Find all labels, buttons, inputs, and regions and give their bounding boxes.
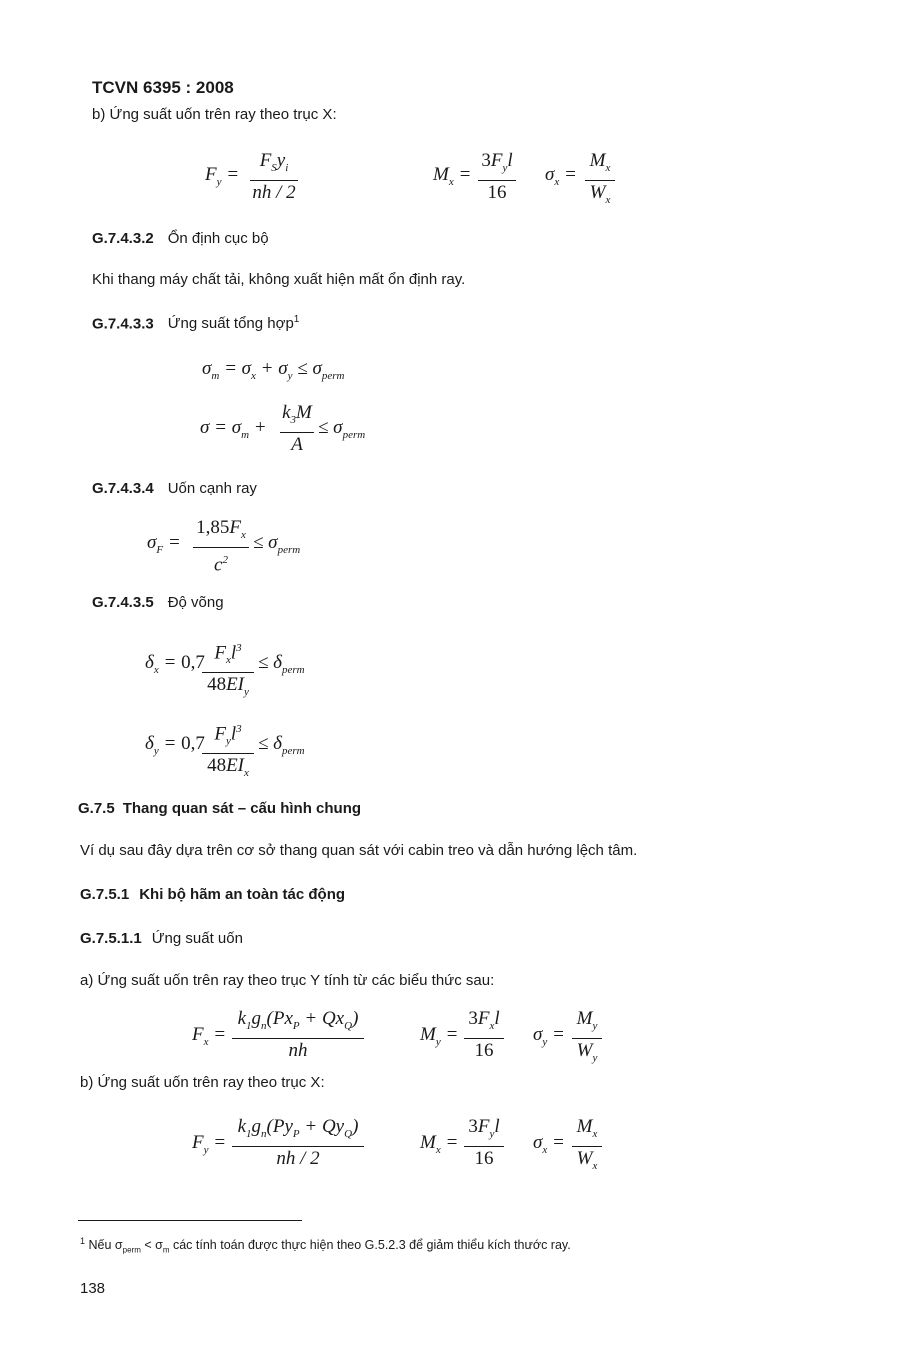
example-text: Ví dụ sau đây dựa trên cơ sở thang quan sát với cabin treo và dẫn hướng lệch tâm. <box>80 842 638 859</box>
footnote <box>80 1236 571 1255</box>
section-g7511 <box>80 930 243 948</box>
section-number: G.7.5 <box>78 800 115 817</box>
item-a: a) Ứng suất uốn trên ray theo trục Y tính từ các biểu thức sau: <box>80 972 495 989</box>
section-number: G.7.5.1.1 <box>80 930 142 947</box>
item-b-bottom: b) Ứng suất uốn trên ray theo trục X: <box>80 1074 325 1091</box>
section-g751 <box>80 886 345 904</box>
footnote-number: 1 <box>80 1236 86 1246</box>
section-number: G.7.4.3.2 <box>92 230 154 247</box>
page-number: 138 <box>80 1280 106 1297</box>
footnote-pre: Nếu σ <box>88 1238 123 1253</box>
footnote-separator <box>78 1220 302 1221</box>
section-g75 <box>78 800 361 818</box>
section-g74335 <box>92 594 224 612</box>
stability-text: Khi thang máy chất tải, không xuất hiện mất ổn định ray. <box>92 271 466 288</box>
section-number: G.7.5.1 <box>80 886 130 903</box>
footnote-sub-perm: perm <box>122 1245 141 1255</box>
section-number: G.7.4.3.5 <box>92 594 154 611</box>
document-code: TCVN 6395 : 2008 <box>92 78 234 97</box>
footnote-text: các tính toán được thực hiện theo G.5.2.3 để giảm thiểu kích thước ray. <box>169 1238 571 1253</box>
section-title: Độ võng <box>167 594 224 611</box>
section-title: Khi bộ hãm an toàn tác động <box>139 886 346 903</box>
section-title: Thang quan sát – cấu hình chung <box>122 800 362 817</box>
footnote-mid: < σ <box>140 1238 163 1253</box>
item-b-top: b) Ứng suất uốn trên ray theo trục X: <box>92 106 337 123</box>
section-number: G.7.4.3.3 <box>92 315 154 333</box>
section-title: Ứng suất tổng hợp <box>167 315 294 333</box>
section-g74332 <box>92 230 269 248</box>
section-g74334 <box>92 480 257 498</box>
document-page: TCVN 6395 : 2008 b) Ứng suất uốn trên ray theo trục X: $F_y$ = $F_Sy_i$ nh / 2 $M_x$ = $3F_yl$ 16 $\sigma_x$ = $M_x$ $W_x$ G.7.4.3.2 Ổn định cục bộ Khi thang máy chất tải, không xuất hiện mất ổn định ray. G.7.4.3.3 Ứng suất tổng hợp$^1$ $\sigma_m = \sigma_x + \sigma_y \le \sigma_{perm}$ $\sigma = \sigma_m$ + $k_3M$ A ≤ $\sigma_{perm}$ G.7.4.3.4 Uốn cạnh ray $\sigma_F$ = $1,85F_x$ $c^2$ ≤ $\sigma_{perm}$ G.7.4.3.5 Độ võng $\delta_x = 0,7$ $F_xl^3$ $48EI_y$ ≤ $\delta_{perm}$ $\delta_y = 0,7$ $F_yl^3$ $48EI_x$ ≤ $\delta_{perm}$ G.7.5 Thang quan sát – cấu hình chung Ví dụ sau đây dựa trên cơ sở thang quan sát với cabin treo và dẫn hướng lệch tâm. G.7.5.1 Khi bộ hãm an toàn tác động G.7.5.1.1 Ứng suất uốn a) Ứng suất uốn trên ray theo trục Y tính từ các biểu thức sau: $F_x$ = $k_1g_n(Px_P + Qx_Q)$ nh $M_y$ = $3F_xl$ 16 $\sigma_y$ = $M_y$ $W_y$ b) Ứng suất uốn trên ray theo trục X: $F_y$ = $k_1g_n(Py_P + Qy_Q)$ nh / 2 $M_x$ = $3F_yl$ 16 $\sigma_x$ = $M_x$ $W_x$ $^1$ Nếu $\sigma_{perm} < \sigma_m$ các tính toán được thực hiện theo G.5.2.3 để giảm thiểu kích thước ray. 138 <box>78 78 638 1297</box>
section-title: Uốn cạnh ray <box>167 480 257 497</box>
section-title: Ứng suất uốn <box>151 930 243 947</box>
section-number: G.7.4.3.4 <box>92 480 154 497</box>
footnote-sub-m: m <box>162 1245 170 1255</box>
footnote-mark: 1 <box>293 314 300 325</box>
section-g74333 <box>92 314 299 333</box>
section-title: Ổn định cục bộ <box>167 230 269 247</box>
